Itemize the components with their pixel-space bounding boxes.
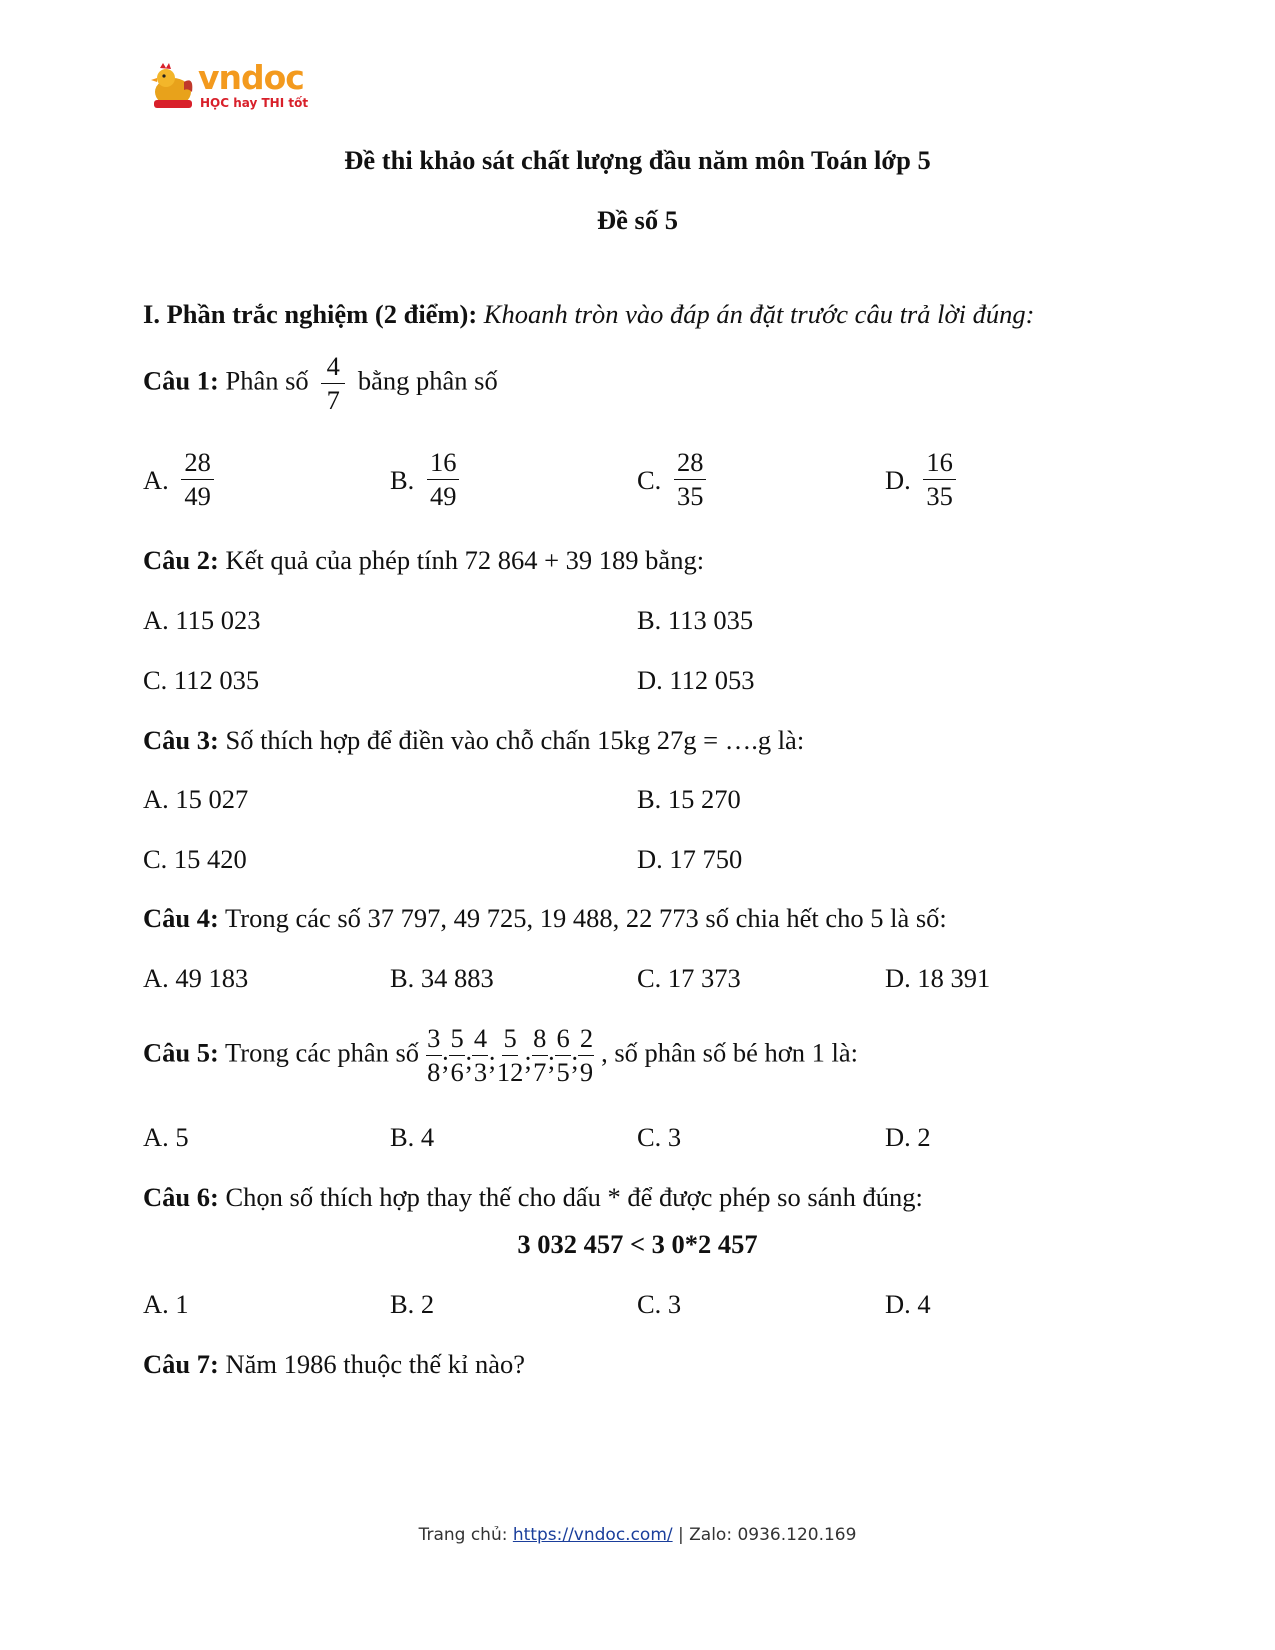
denominator: 9 [579,1057,594,1088]
denominator: 3 [473,1057,488,1088]
answer-option-c[interactable]: C. 3 [637,1122,682,1152]
question-2 [143,544,704,576]
numerator: 6 [555,1024,571,1056]
answer-option-a[interactable]: A. 15 027 [143,784,249,814]
fraction [555,1024,571,1087]
vndoc-logo [150,58,310,114]
numerator: 4 [472,1024,488,1056]
option-letter: B. [390,464,415,495]
question-text: Số thích hợp để điền vào chỗ chấn 15kg 27g = ….g là: [225,725,805,755]
numerator: 5 [449,1024,465,1056]
denominator: 7 [326,385,340,416]
answer-option-c[interactable] [637,448,712,511]
question-text: bằng phân số [357,365,498,396]
separator: ; [441,1044,450,1075]
section-title: I. Phần trắc nghiệm (2 điểm): [143,299,478,329]
answer-option-a[interactable]: A. 5 [143,1122,189,1152]
answer-option-b[interactable]: B. 113 035 [637,605,754,635]
question-3 [143,724,804,756]
answer-option-c[interactable]: C. 17 373 [637,963,741,993]
separator: ; [524,1044,532,1075]
separator: ; [488,1044,496,1075]
denominator: 7 [533,1057,547,1088]
question-text: Trong các phân số [224,1037,420,1068]
question-text: Phân số [225,365,309,396]
denominator: 35 [676,481,704,512]
logo-wordmark: vndoc [198,58,304,97]
fraction [427,448,460,511]
question-text: , số phân số bé hơn 1 là: [601,1037,858,1068]
question-text: Kết quả của phép tính 72 864 + 39 189 bằng: [225,545,705,575]
rooster-mascot-icon [150,62,196,110]
question-label: Câu 2: [143,545,219,575]
document-title: Đề thi khảo sát chất lượng đầu năm môn Toán lớp 5 [344,145,931,175]
question-label: Câu 5: [143,1037,219,1068]
question-text: Chọn số thích hợp thay thế cho dấu * để được phép so sánh đúng: [225,1182,923,1212]
footer-contact: | Zalo: 0936.120.169 [672,1525,857,1545]
question-label: Câu 1: [143,365,219,396]
option-letter: D. [885,464,911,495]
answer-option-a[interactable] [143,448,220,511]
numerator: 5 [502,1024,518,1056]
answer-option-b[interactable]: B. 34 883 [390,963,494,993]
fraction [426,1024,442,1087]
fraction [923,448,956,511]
option-letter: A. [143,464,169,495]
separator: ; [547,1044,556,1075]
page-footer [0,1525,1275,1545]
question-label: Câu 6: [143,1182,219,1212]
denominator: 12 [496,1057,524,1088]
option-letter: C. [637,464,662,495]
fraction [496,1024,525,1087]
question-7 [143,1348,525,1380]
question-6 [143,1181,923,1213]
fraction [578,1024,594,1087]
answer-option-d[interactable] [885,448,962,511]
numerator: 8 [532,1024,548,1056]
comparison-expression: 3 032 457 < 3 0*2 457 [517,1229,758,1259]
answer-option-d[interactable]: D. 4 [885,1289,931,1319]
answer-option-c[interactable]: C. 3 [637,1289,682,1319]
answer-option-a[interactable]: A. 115 023 [143,605,261,635]
numerator: 2 [578,1024,594,1056]
question-1 [143,352,498,415]
section-heading [143,298,1034,330]
answer-option-c[interactable]: C. 15 420 [143,844,247,874]
answer-option-d[interactable]: D. 2 [885,1122,931,1152]
question-5 [143,1024,858,1087]
denominator: 49 [184,481,211,512]
question-text: Năm 1986 thuộc thế kỉ nào? [225,1349,525,1379]
answer-option-a[interactable]: A. 49 183 [143,963,249,993]
fraction [674,448,707,511]
answer-option-b[interactable]: B. 2 [390,1289,435,1319]
numerator: 16 [427,448,460,480]
denominator: 35 [926,481,953,512]
answer-option-a[interactable]: A. 1 [143,1289,189,1319]
footer-prefix: Trang chủ: [418,1525,513,1545]
fraction-list [426,1024,595,1087]
answer-option-d[interactable]: D. 17 750 [637,844,743,874]
denominator: 49 [429,481,457,512]
denominator: 8 [427,1057,441,1088]
separator: ; [571,1044,579,1075]
question-text: Trong các số 37 797, 49 725, 19 488, 22 773 số chia hết cho 5 là số: [224,903,947,933]
section-instruction: Khoanh tròn vào đáp án đặt trước câu trả lời đúng: [483,299,1035,329]
numerator: 28 [181,448,214,480]
logo-slogan: HỌC hay THI tốt [200,96,309,110]
document-subtitle: Đề số 5 [597,205,678,235]
answer-option-d[interactable]: D. 112 053 [637,665,755,695]
fraction [181,448,214,511]
question-label: Câu 3: [143,725,219,755]
answer-option-c[interactable]: C. 112 035 [143,665,260,695]
fraction [449,1024,465,1087]
question-4 [143,902,947,934]
answer-option-b[interactable] [390,448,465,511]
separator: ; [465,1044,473,1075]
homepage-link[interactable]: https://vndoc.com/ [512,1525,673,1545]
numerator: 3 [426,1024,442,1056]
denominator: 5 [556,1057,570,1088]
fraction [321,352,345,415]
question-label: Câu 4: [143,903,219,933]
denominator: 6 [450,1057,464,1088]
fraction [472,1024,488,1087]
numerator: 28 [674,448,707,480]
question-label: Câu 7: [143,1349,219,1379]
answer-option-b[interactable]: B. 4 [390,1122,435,1152]
numerator: 16 [923,448,956,480]
answer-option-b[interactable]: B. 15 270 [637,784,741,814]
numerator: 4 [321,352,345,384]
answer-option-d[interactable]: D. 18 391 [885,963,991,993]
fraction [532,1024,548,1087]
